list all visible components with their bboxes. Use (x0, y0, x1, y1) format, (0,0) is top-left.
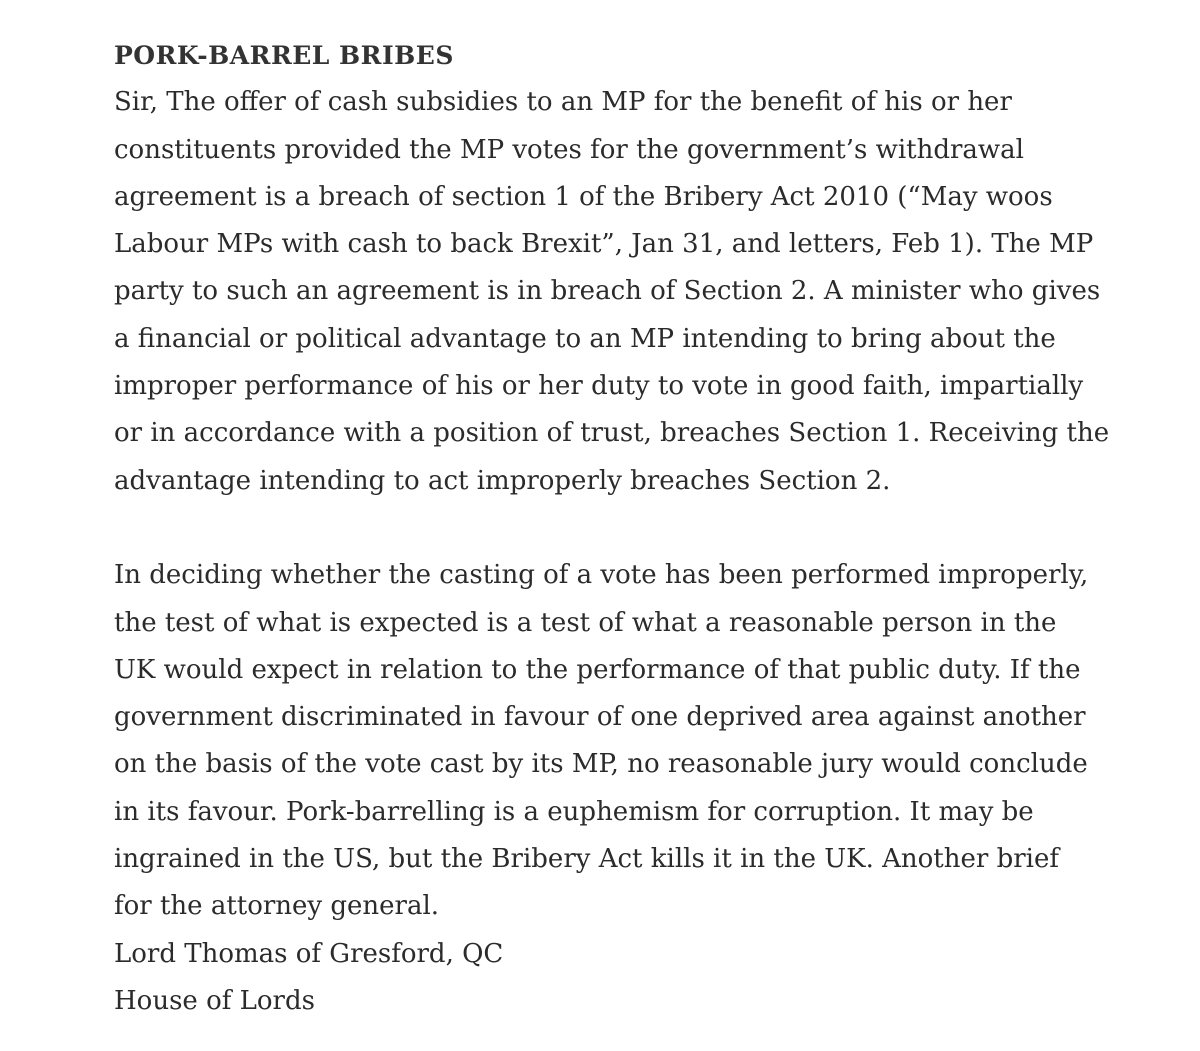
letter-paragraph-2 (114, 552, 1114, 930)
letter-paragraph-1 (114, 79, 1114, 505)
paragraph-line: In deciding whether the casting of a vote has been performed improperly, (114, 560, 1089, 591)
paragraph-line: UK would expect in relation to the performance of that public duty. If the (114, 654, 1081, 685)
letter-headline: PORK-BARREL BRIBES (114, 41, 454, 70)
paragraph-line: government discriminated in favour of one deprived area against another (114, 702, 1086, 733)
paragraph-line: agreement is a breach of section 1 of the Bribery Act 2010 (“May woos (114, 181, 1053, 212)
paragraph-line: Sir, The offer of cash subsidies to an MP for the benefit of his or her (114, 87, 1012, 118)
paragraph-line: constituents provided the MP votes for the government’s withdrawal (114, 134, 1024, 165)
paragraph-line: ingrained in the US, but the Bribery Act kills it in the UK. Another brief (114, 844, 1059, 875)
paragraph-line: in its favour. Pork-barrelling is a euphemism for corruption. It may be (114, 796, 1034, 827)
paragraph-line: for the attorney general. (114, 891, 440, 922)
signature-name: Lord Thomas of Gresford, QC (114, 938, 504, 969)
paragraph-line: a financial or political advantage to an MP intending to bring about the (114, 323, 1056, 354)
paragraph-line: Labour MPs with cash to back Brexit”, Jan 31, and letters, Feb 1). The MP (114, 229, 1094, 260)
paragraph-line: or in accordance with a position of trust, breaches Section 1. Receiving the (114, 418, 1110, 449)
paragraph-line: advantage intending to act improperly breaches Section 2. (114, 465, 891, 496)
signature-affiliation: House of Lords (114, 985, 315, 1016)
paragraph-spacer (114, 505, 1114, 552)
paragraph-line: on the basis of the vote cast by its MP, no reasonable jury would conclude (114, 749, 1088, 780)
paragraph-line: improper performance of his or her duty to vote in good faith, impartially (114, 371, 1084, 402)
paragraph-line: party to such an agreement is in breach of Section 2. A minister who gives (114, 276, 1101, 307)
letter (114, 32, 1114, 1025)
paragraph-line: the test of what is expected is a test of what a reasonable person in the (114, 607, 1057, 638)
